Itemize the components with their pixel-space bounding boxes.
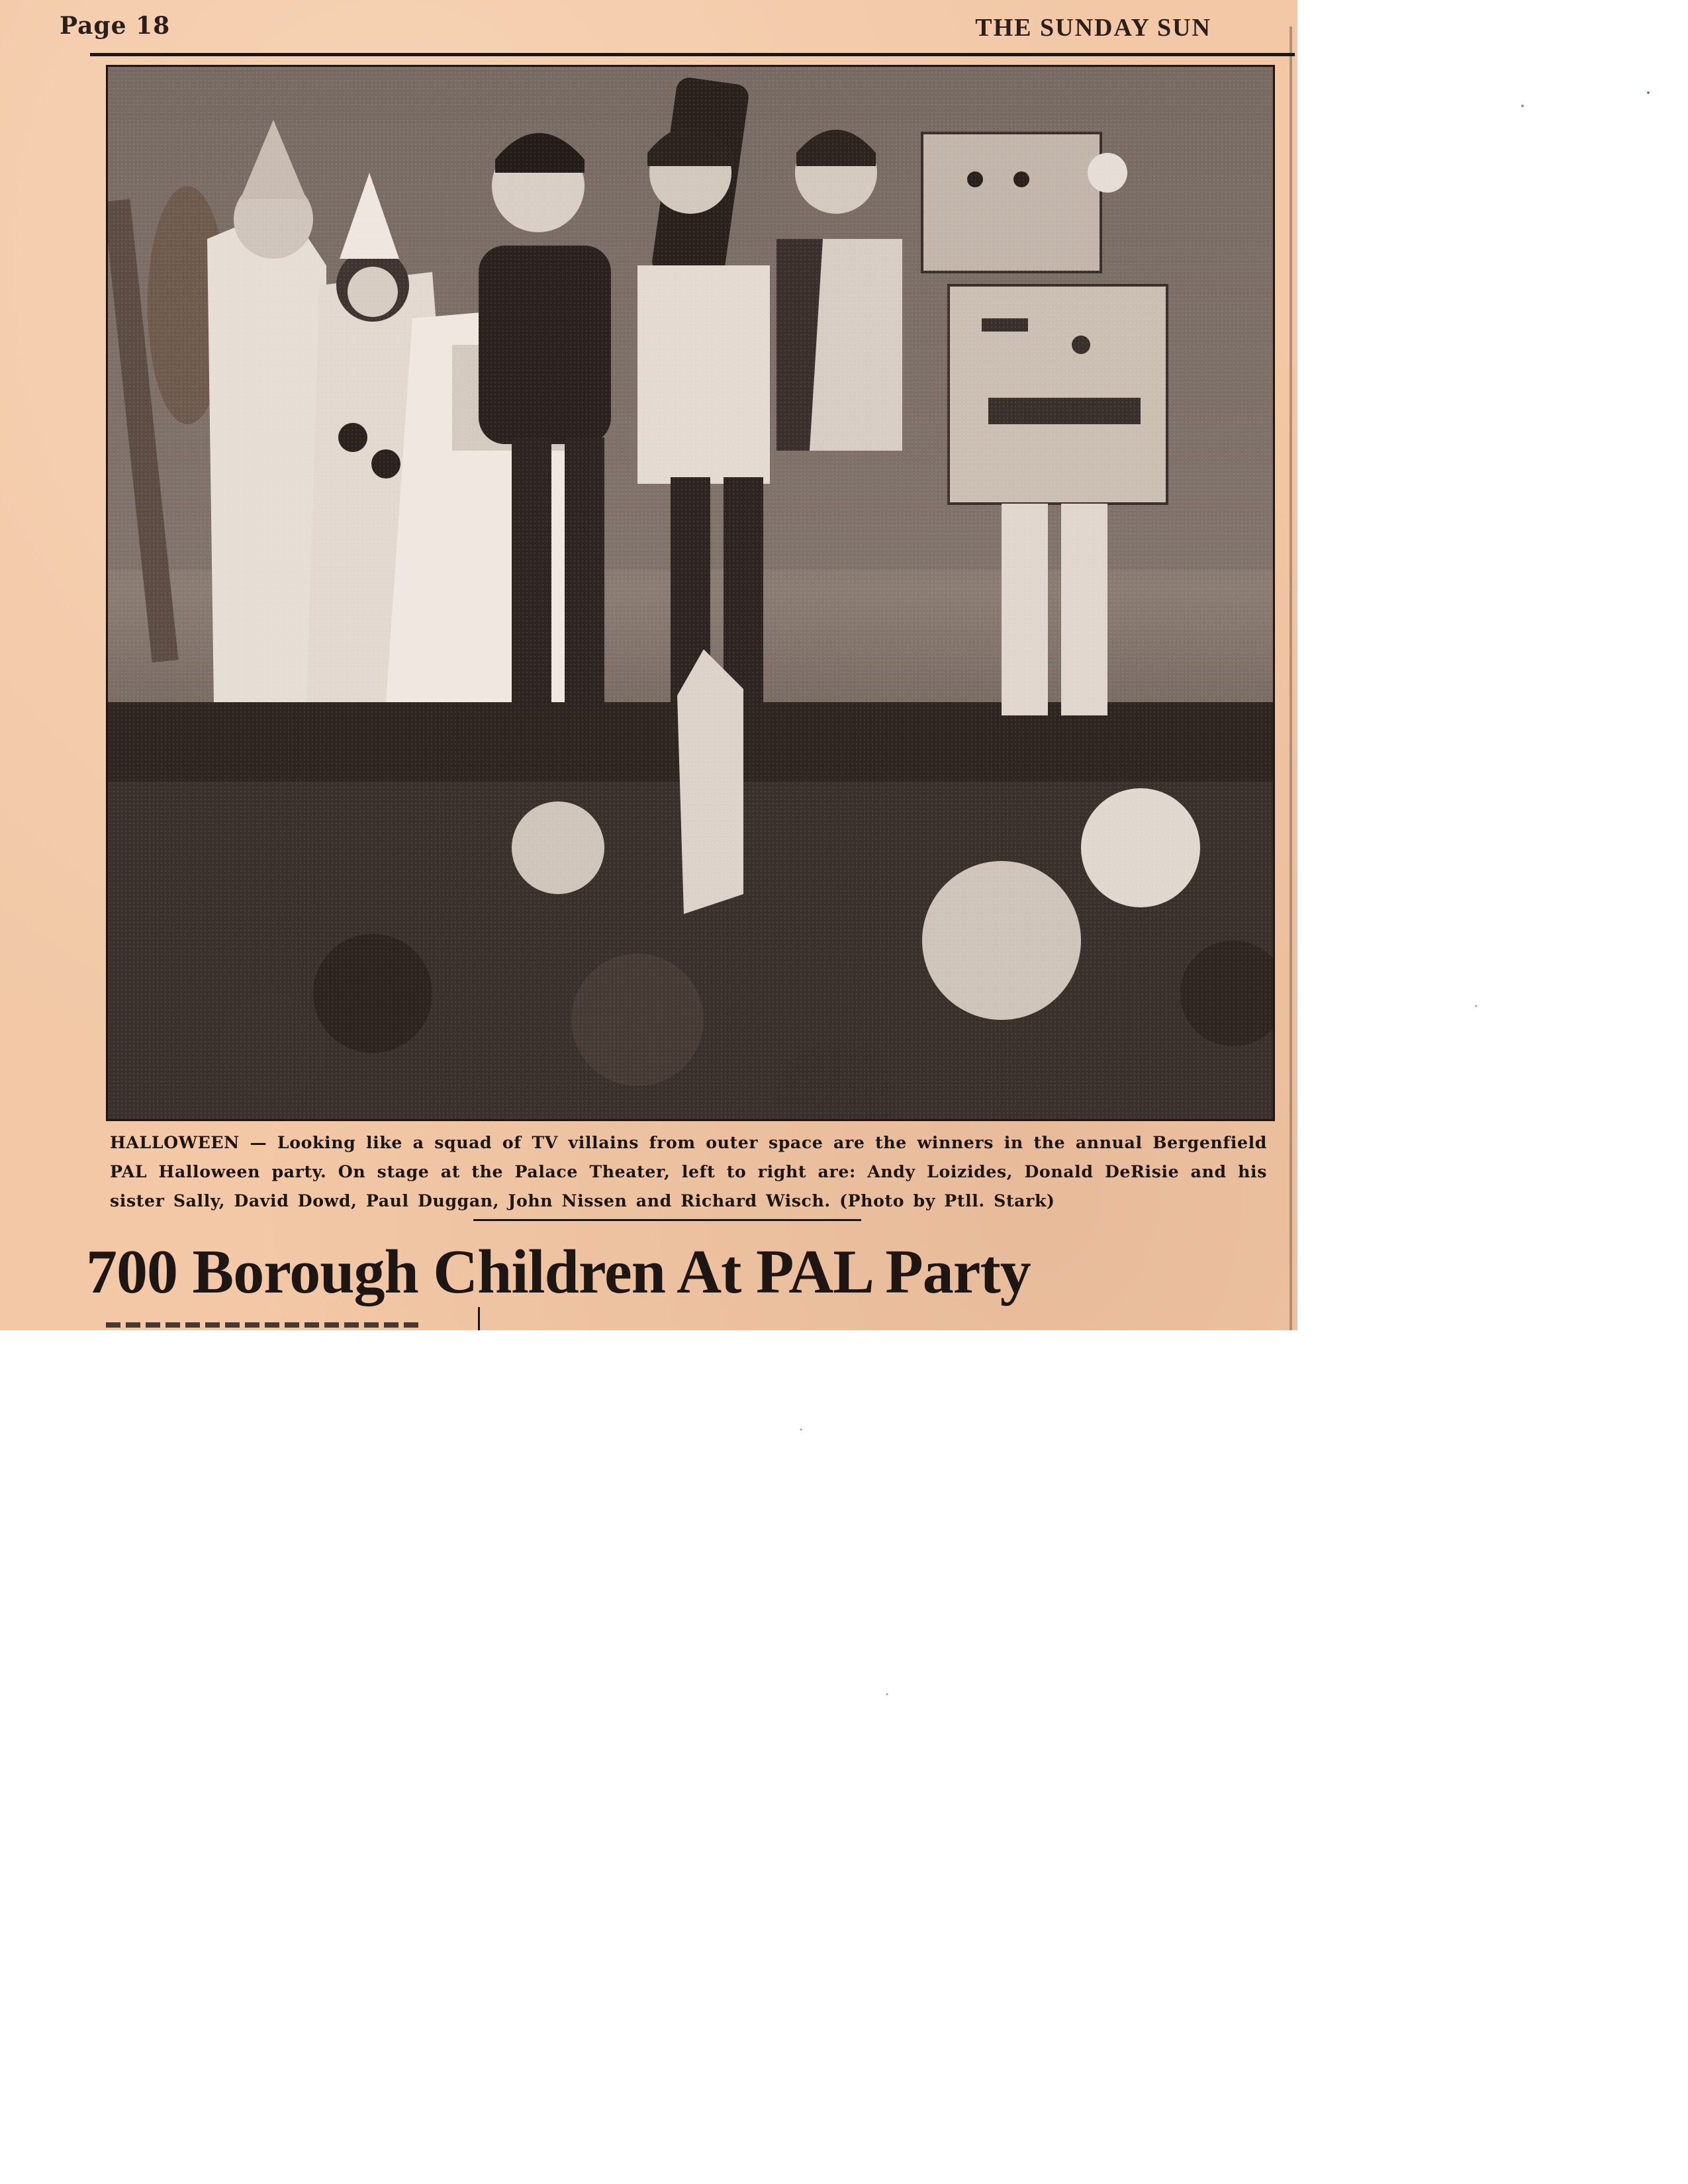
halloween-photo — [106, 65, 1275, 1121]
clipping-edge — [1289, 26, 1292, 1330]
masthead-rule — [90, 53, 1295, 56]
caption-text: — Looking like a squad of TV villains from outer space are the winners in the annual Bergenfield PAL Halloween party. On stage at the Palace Theater, left to right are: Andy Loizides, Donald DeRisie and his sister Sally, David Dowd, Paul Duggan, John Nissen and Richard Wisch. (Photo by Ptll. Stark) — [110, 1132, 1267, 1210]
newspaper-name: THE SUNDAY SUN — [975, 14, 1211, 42]
column-rule — [478, 1307, 480, 1330]
caption-separator — [473, 1219, 861, 1221]
halftone-overlay — [108, 67, 1273, 1119]
caption-lead: HALLOWEEN — [110, 1132, 240, 1152]
newspaper-clipping — [0, 0, 1297, 1330]
photo-caption — [110, 1128, 1267, 1215]
article-headline: 700 Borough Children At PAL Party — [86, 1238, 1031, 1306]
cut-off-body-text — [106, 1318, 437, 1330]
photo-illustration — [108, 67, 1273, 1119]
page-number: Page 18 — [60, 12, 171, 40]
